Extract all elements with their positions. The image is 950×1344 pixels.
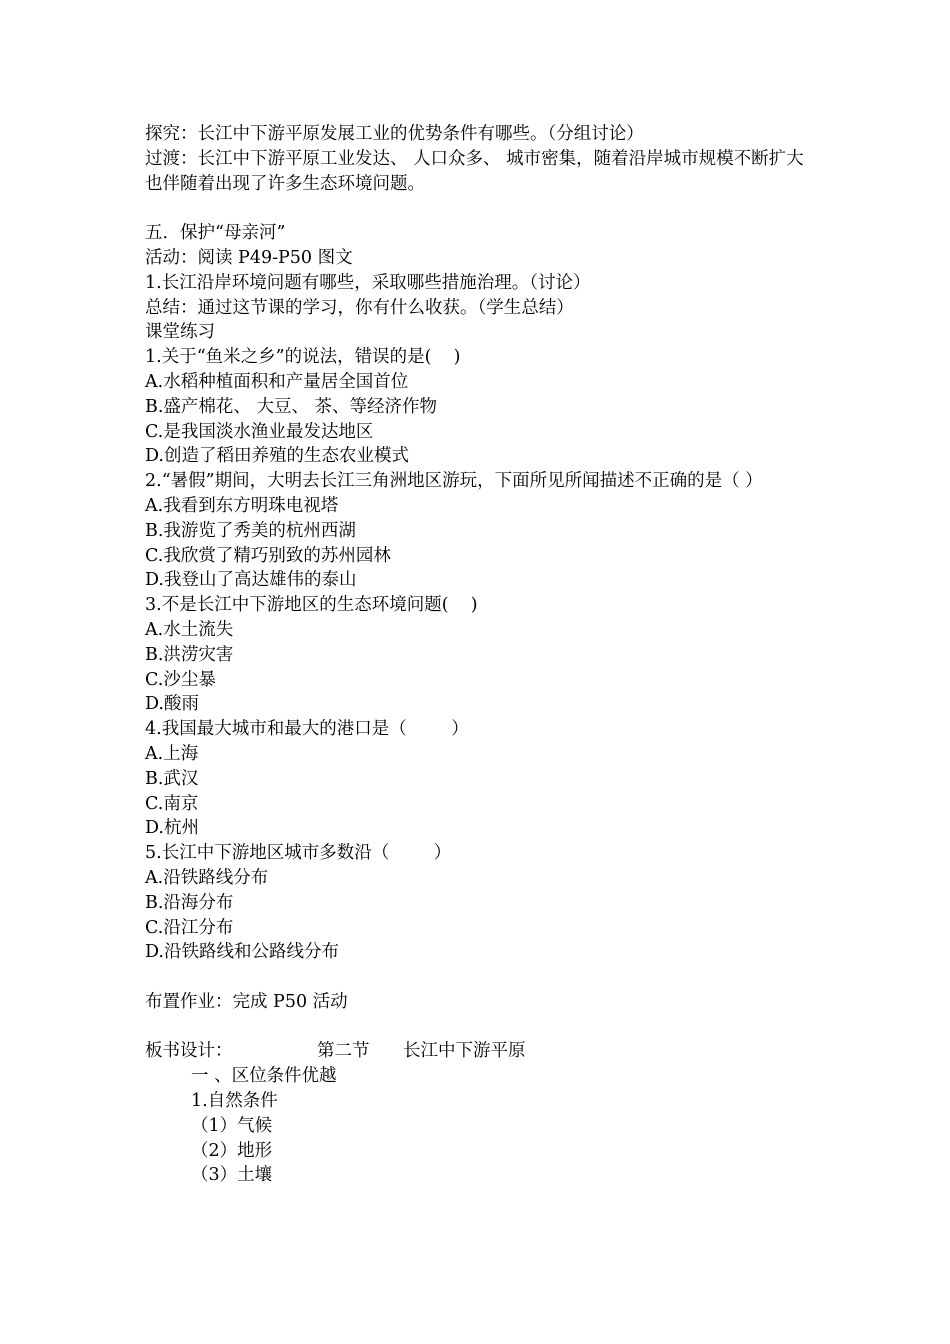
option-b: B.盛产棉花、 大豆、 茶、等经济作物 (145, 396, 438, 417)
question-stem: 3.不是长江中下游地区的生态环境问题( ) (145, 595, 478, 616)
board-section: 第二节 (317, 1041, 370, 1062)
option-d: D.沿铁路线和公路线分布 (145, 942, 339, 963)
question-3 (145, 593, 815, 717)
option-d: D.我登山了高达雄伟的泰山 (145, 570, 357, 591)
option-c: C.是我国淡水渔业最发达地区 (145, 421, 374, 442)
option-b: B.我游览了秀美的杭州西湖 (145, 520, 356, 541)
question-1 (145, 345, 815, 469)
summary-line: 总结：通过这节课的学习，你有什么收获。（学生总结） (145, 297, 574, 318)
activity-line: 活动：阅读 P49-P50 图文 (145, 247, 353, 268)
option-a: A.水土流失 (145, 619, 234, 640)
option-a: A.上海 (145, 743, 199, 764)
option-b: B.武汉 (145, 768, 199, 789)
spacer (145, 965, 815, 990)
section-heading: 五．保护“母亲河” (145, 223, 286, 244)
option-b: B.洪涝灾害 (145, 644, 234, 665)
question-5 (145, 841, 815, 965)
board-label: 板书设计： (145, 1041, 233, 1062)
option-d: D.杭州 (145, 818, 199, 839)
option-d: D.酸雨 (145, 694, 199, 715)
board-design-header (145, 1039, 815, 1064)
board-item: （1）气候 (191, 1115, 273, 1136)
practice-heading: 课堂练习 (145, 322, 215, 343)
spacer (145, 1015, 815, 1040)
option-c: C.沙尘暴 (145, 669, 216, 690)
option-d: D.创造了稻田养殖的生态农业模式 (145, 446, 409, 467)
question-stem: 5.长江中下游地区城市多数沿（ ） (145, 843, 452, 864)
board-item: 一 、区位条件优越 (191, 1066, 337, 1087)
question-2 (145, 469, 815, 593)
explore-line: 探究：长江中下游平原发展工业的优势条件有哪些。（分组讨论） (145, 124, 644, 144)
option-c: C.南京 (145, 793, 199, 814)
discussion-question: 1.长江沿岸环境问题有哪些，采取哪些措施治理。（讨论） (145, 272, 591, 293)
question-stem: 4.我国最大城市和最大的港口是（ ） (145, 719, 469, 740)
question-4 (145, 717, 815, 841)
option-c: C.我欣赏了精巧别致的苏州园林 (145, 545, 391, 566)
homework-line: 布置作业：完成 P50 活动 (145, 991, 348, 1012)
option-c: C.沿江分布 (145, 917, 234, 938)
option-a: A.沿铁路线分布 (145, 867, 269, 888)
question-stem: 1.关于“鱼米之乡”的说法，错误的是( ) (145, 347, 461, 368)
spacer (145, 196, 815, 221)
question-stem: 2.“暑假”期间，大明去长江三角洲地区游玩，下面所见所闻描述不正确的是（ ） (145, 471, 763, 492)
option-a: A.我看到东方明珠电视塔 (145, 495, 339, 516)
document-page (145, 122, 815, 1188)
board-item: （2）地形 (191, 1140, 273, 1161)
board-item: 1.自然条件 (191, 1091, 278, 1112)
option-b: B.沿海分布 (145, 892, 234, 913)
option-a: A.水稻种植面积和产量居全国首位 (145, 371, 409, 392)
board-item: （3）土壤 (191, 1165, 273, 1186)
transition-paragraph: 过渡：长江中下游平原工业发达、 人口众多、 城市密集，随着沿岸城市规模不断扩大也伴随着出现了许多生态环境问题。 (145, 148, 804, 194)
board-title: 长江中下游平原 (403, 1041, 526, 1062)
